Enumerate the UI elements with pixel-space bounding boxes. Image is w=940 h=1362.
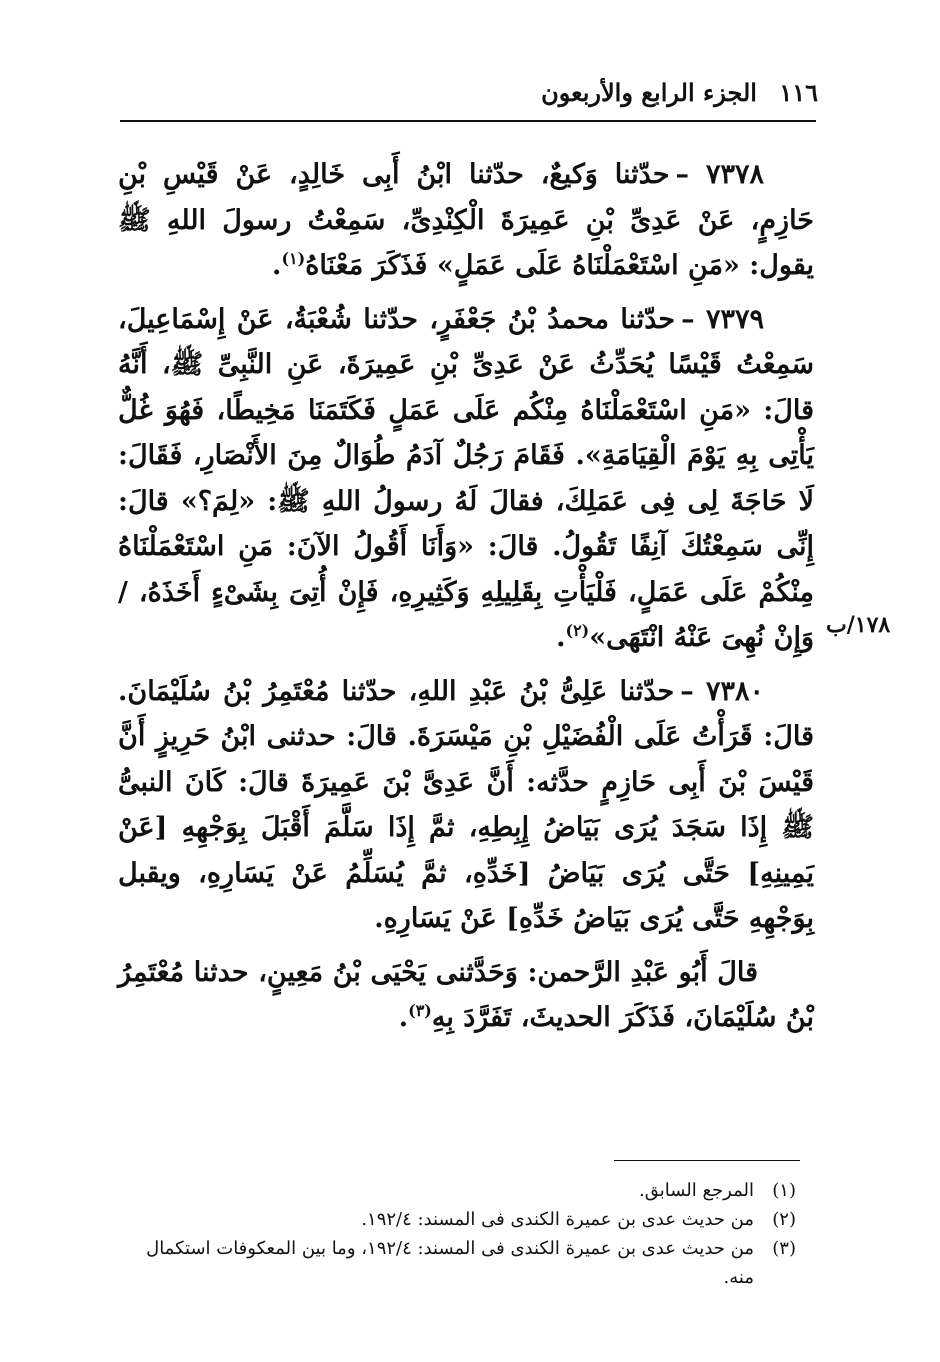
sentence-end: .: [556, 622, 566, 653]
manuscript-folio-note: ١٧٨/ب: [826, 612, 891, 638]
hadith-number: ٧٣٧٩ –: [681, 303, 764, 335]
hadith-text: حدّثنا عَلِىُّ بْنُ عَبْدِ اللهِ، حدّثنا مُعْتَمِرُ بْنُ سُلَيْمَانَ. قالَ: قَرَأْتُ عَلَى الْفُضَيْلِ بْنِ مَيْسَرَةَ. قالَ: حدثنى ابْنُ حَرِيزٍ أَنَّ قَيْسَ بْنَ أَبِى حَازِمٍ حدَّثه: أَنَّ عَدِىَّ بْنَ عَمِيرَةَ قالَ: كَانَ النبىُّ ﷺ إِذَا سَجَدَ يُرَى بَيَاضُ إِبِطِهِ، ثمَّ إِذَا سَلَّمَ أَقْبَلَ بِوَجْهِهِ [عَنْ يَمِينِهِ] حَتَّى يُرَى بَيَاضُ [خَدِّهِ، ثمَّ يُسَلِّمُ عَنْ يَسَارِهِ، ويقبل بِوَجْهِهِ حَتَّى يُرَى بَيَاضُ خَدِّهِ] عَنْ يَسَارِهِ: [118, 675, 814, 934]
page-number: ١١٦: [779, 78, 818, 107]
footnote-ref: (٢): [565, 621, 590, 640]
hadith-paragraph: [118, 669, 814, 942]
commentary-paragraph: [118, 950, 814, 1041]
footnote: [118, 1176, 796, 1205]
footnote-ref: (١): [281, 249, 306, 268]
footnote-text: المرجع السابق.: [638, 1180, 754, 1201]
sentence-end: .: [374, 903, 384, 934]
footnote-text: من حديث عدى بن عميرة الكندى فى المسند: ١٩٢/٤.: [361, 1209, 754, 1230]
footnote-number: (٢): [772, 1209, 796, 1230]
main-text: [118, 152, 814, 1049]
footnote-number: (١): [772, 1180, 796, 1201]
hadith-number: ٧٣٧٨ –: [675, 159, 764, 190]
sentence-end: .: [398, 1002, 409, 1033]
commentary-text: قالَ أَبُو عَبْدِ الرَّحمن: وَحَدَّثنى يَحْيَى بْنُ مَعِينٍ، حدثنا مُعْتَمِرُ بْنُ سُلَيْمَانَ، فَذَكَرَ الحديثَ، تَفَرَّدَ بِهِ: [118, 956, 814, 1033]
footnote: [118, 1205, 796, 1234]
hadith-paragraph: [118, 152, 814, 289]
header-rule: [120, 120, 816, 122]
hadith-number: ٧٣٨٠ –: [680, 675, 764, 707]
header-title: الجزء الرابع والأربعون: [541, 78, 757, 107]
footnotes: [118, 1176, 796, 1292]
hadith-text: حدّثنا وَكيعٌ، حدّثنا ابْنُ أَبِى خَالِدٍ، عَنْ قَيْسِ بْنِ حَازِمٍ، عَنْ عَدِىِّ بْنِ عَمِيرَةَ الْكِنْدِىِّ، سَمِعْتُ رسولَ اللهِ ﷺ يقول: «مَنِ اسْتَعْمَلْنَاهُ عَلَى عَمَلٍ» فَذَكَرَ مَعْنَاهُ: [118, 159, 814, 281]
footnote-number: (٣): [772, 1238, 796, 1259]
hadith-text: حدّثنا محمدُ بْنُ جَعْفَرٍ، حدّثنا شُعْبَةُ، عَنْ إِسْمَاعِيلَ، سَمِعْتُ قَيْسًا يُحَدِّثُ عَنْ عَدِىِّ بْنِ عَمِيرَةَ، عَنِ النَّبِىِّ ﷺ، أَنَّهُ قالَ: «مَنِ اسْتَعْمَلْنَاهُ مِنْكُم عَلَى عَمَلٍ فَكَتَمَنَا مَخِيطًا، فَهُوَ غُلٌّ يَأْتِى بِهِ يَوْمَ الْقِيَامَةِ». فَقَامَ رَجُلٌ آدَمُ طُوَالٌ مِنَ الأَنْصَارِ، فَقَالَ: لَا حَاجَةَ لِى فِى عَمَلِكَ، فقالَ لَهُ رسولُ اللهِ ﷺ: «لِمَ؟» قالَ: إِنِّى سَمِعْتُكَ آنِفًا تَقُولُ. قالَ: «وَأَنَا أَقُولُ الآنَ: مَنِ اسْتَعْمَلْنَاهُ مِنْكُمْ عَلَى عَمَلٍ، فَلْيَأْتِ بِقَلِيلِهِ وَكَثِيرِهِ، فَإِنْ أُتِىَ بِشَىْءٍ أَخَذَهُ، / وَإِنْ نُهِىَ عَنْهُ انْتَهَى»: [118, 303, 814, 653]
footnote-text: من حديث عدى بن عميرة الكندى فى المسند: ١٩٢/٤، وما بين المعكوفات استكمال منه.: [146, 1238, 754, 1288]
running-header: [541, 78, 818, 107]
hadith-paragraph: [118, 297, 814, 661]
footnote: [118, 1234, 796, 1292]
sentence-end: .: [272, 250, 282, 281]
footnote-rule: [614, 1160, 800, 1161]
footnote-ref: (٣): [408, 1001, 432, 1020]
